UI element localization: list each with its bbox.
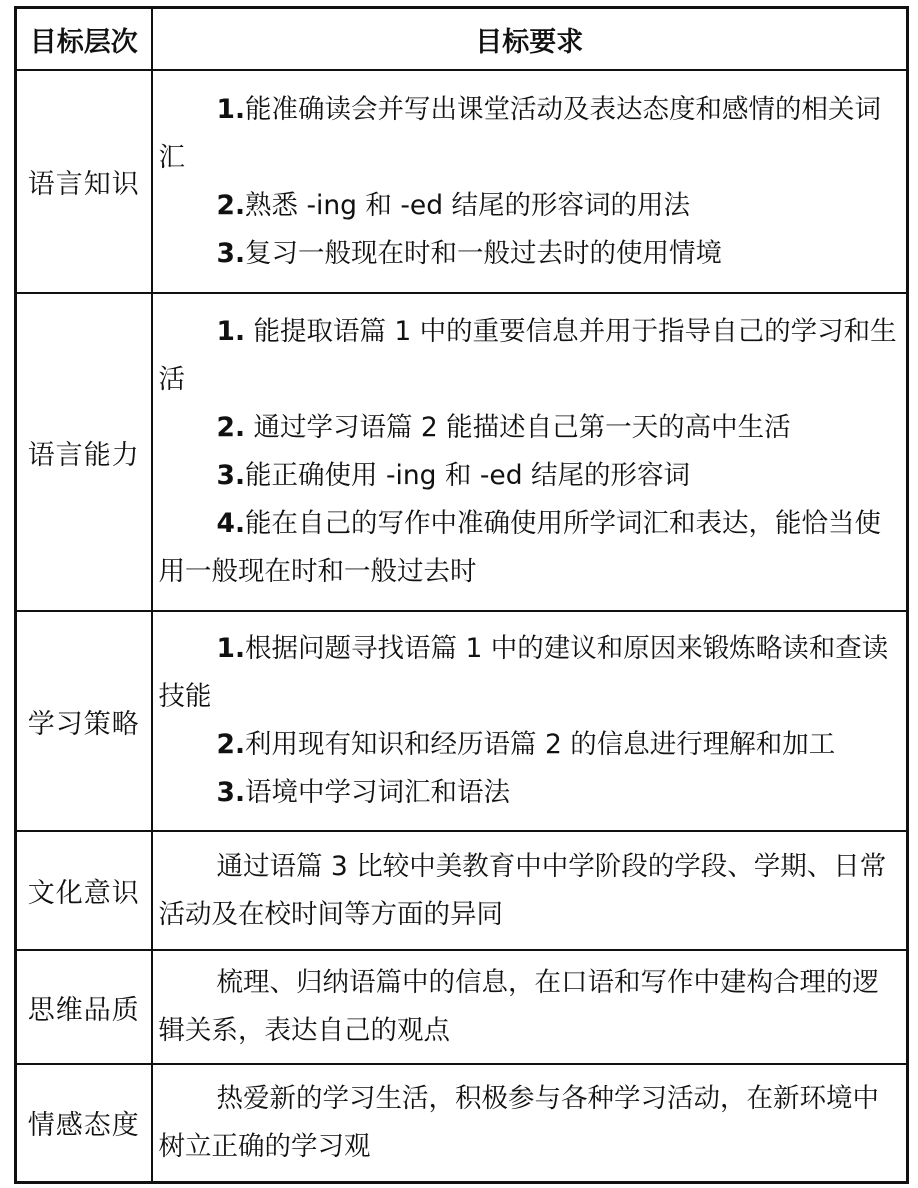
requirements-cell — [152, 1064, 908, 1182]
requirement-item: 梳理、归纳语篇中的信息，在口语和写作中建构合理的逻辑关系，表达自己的观点 — [158, 967, 879, 1046]
requirement-item — [159, 308, 901, 404]
item-text: 能在自己的写作中准确使用所学词汇和表达，能恰当使用一般现在时和一般过去时 — [158, 508, 882, 587]
item-number: 2. — [216, 412, 246, 443]
goals-table — [14, 6, 909, 1184]
table-row — [16, 293, 908, 611]
item-text: 能提取语篇 1 中的重要信息并用于指导自己的学习和生活 — [158, 316, 897, 395]
item-number: 1. — [216, 316, 246, 347]
table-row — [16, 1064, 908, 1182]
item-number: 4. — [216, 508, 246, 539]
level-cell: 语言知识 — [16, 70, 152, 293]
requirements-cell — [152, 950, 908, 1064]
requirement-item — [159, 769, 901, 817]
table-row — [16, 611, 908, 831]
item-number: 2. — [216, 189, 246, 221]
item-number: 3. — [216, 777, 246, 808]
item-text: 根据问题寻找语篇 1 中的建议和原因来锻炼略读和查读技能 — [158, 633, 889, 712]
level-cell: 情感态度 — [16, 1064, 152, 1182]
item-number: 1. — [216, 633, 246, 664]
requirement-item: 热爱新的学习生活，积极参与各种学习活动，在新环境中树立正确的学习观 — [158, 1082, 879, 1162]
requirement-item — [159, 182, 901, 230]
level-cell: 文化意识 — [16, 831, 152, 950]
level-cell: 思维品质 — [16, 950, 152, 1064]
requirement-item — [159, 625, 901, 721]
item-text: 利用现有知识和经历语篇 2 的信息进行理解和加工 — [245, 729, 836, 760]
item-number: 2. — [216, 729, 246, 760]
requirement-item — [159, 721, 901, 769]
requirement-item — [159, 404, 901, 452]
requirements-cell — [152, 70, 908, 293]
goals-table-container — [14, 6, 906, 1184]
requirement-item: 通过语篇 3 比较中美教育中中学阶段的学段、学期、日常活动及在校时间等方面的异同 — [158, 850, 887, 930]
requirements-cell — [152, 611, 908, 831]
requirements-cell — [152, 831, 908, 950]
item-text: 能正确使用 -ing 和 -ed 结尾的形容词 — [245, 460, 690, 491]
level-cell: 学习策略 — [16, 611, 152, 831]
requirement-item — [159, 230, 901, 278]
item-text: 通过学习语篇 2 能描述自己第一天的高中生活 — [245, 412, 791, 443]
header-level: 目标层次 — [16, 8, 152, 71]
item-text: 语境中学习词汇和语法 — [245, 777, 511, 808]
requirement-item — [159, 452, 901, 500]
item-text: 复习一般现在时和一般过去时的使用情境 — [245, 237, 723, 269]
header-requirements: 目标要求 — [152, 8, 908, 71]
item-text: 能准确读会并写出课堂活动及表达态度和感情的相关词汇 — [158, 93, 882, 173]
item-text: 熟悉 -ing 和 -ed 结尾的形容词的用法 — [245, 189, 690, 221]
requirements-cell — [152, 293, 908, 611]
item-number: 1. — [216, 93, 246, 125]
requirement-item — [159, 500, 901, 596]
header-row — [16, 8, 908, 71]
table-row — [16, 831, 908, 950]
requirement-item — [159, 86, 901, 182]
table-row — [16, 70, 908, 293]
table-row — [16, 950, 908, 1064]
item-number: 3. — [216, 237, 246, 269]
level-cell: 语言能力 — [16, 293, 152, 611]
item-number: 3. — [216, 460, 246, 491]
